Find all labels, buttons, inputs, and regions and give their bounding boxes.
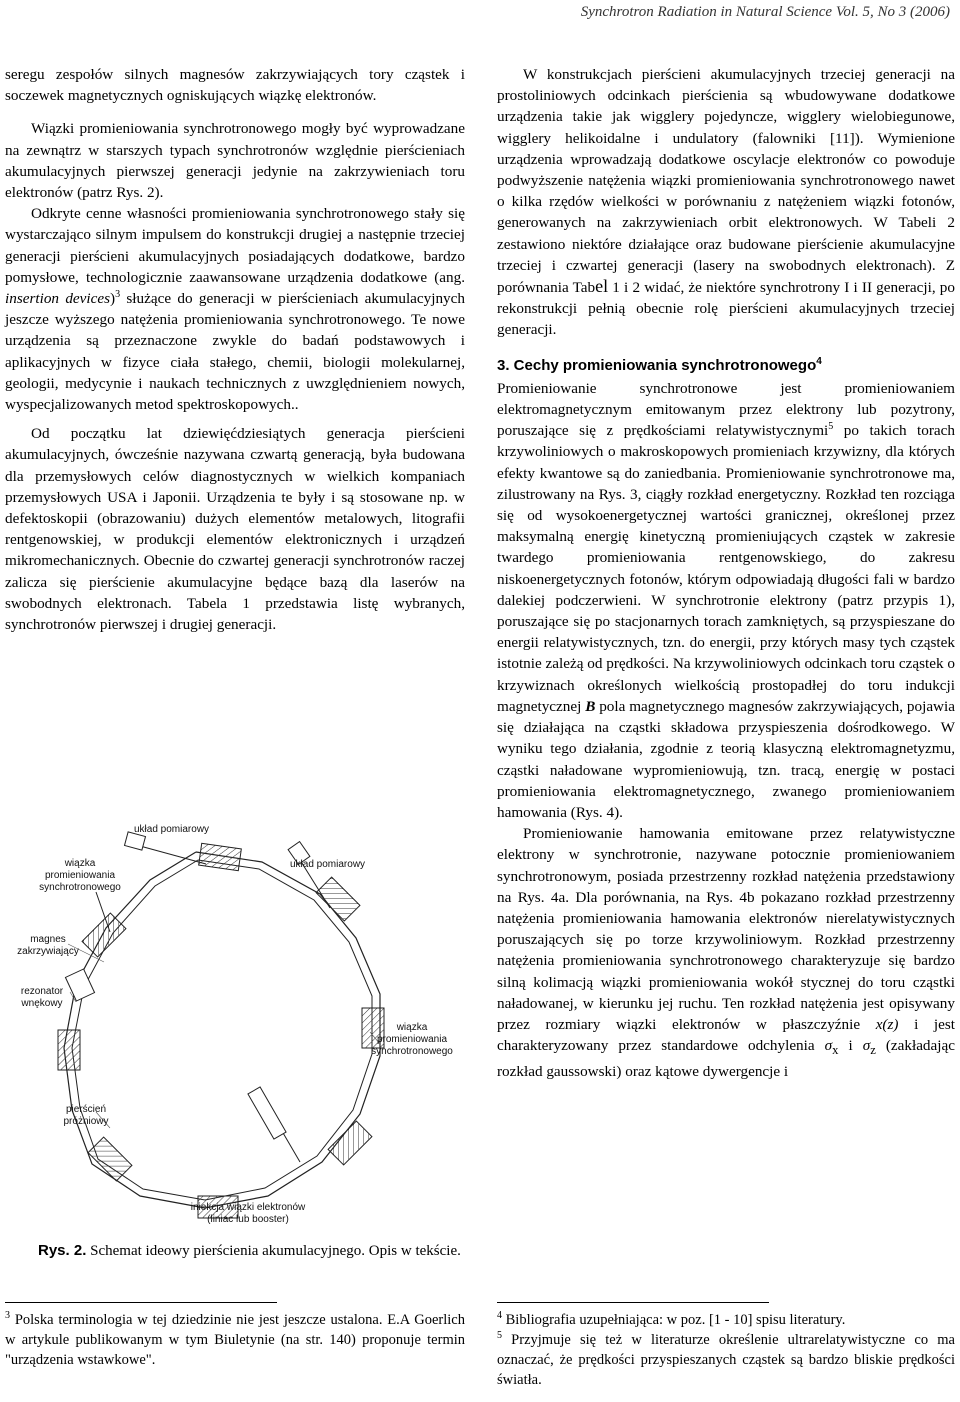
label-vacuum-ring: pierścień próżniowy: [63, 1104, 109, 1127]
paragraph-7: Promieniowanie hamowania emitowane przez relatywistyczne elektrony w synchrotronie, nazywane potocznie promieniowaniem synchrotronowym, posiada przestrzenny rozkład natężenia przedstawiony na Rys. 4a. Dla porównania, na Rys. 4b pokazano rozkład przestrzenny natężenia promieniowania hamowania elektronów nierelatywistycznych poruszających się po torze krzywoliniowym. Rozkład przestrzenny natężenia promieniowania synchrotronowego charakteryzuje się bardzo silną kolimacją wiązki promieniowania wokół stycznej do toru cząstki naładowanej, w kierunku jej ruchu. Ten rozkład natężenia jest opisywany przez rozmiary wiązki elektronów w płaszczyźnie x(z) i jest charakteryzowany przez standardowe odchylenia $\sigma_x$ i $\sigma_z$ (zakładając rozkład gaussowski) oraz kątowe dywergencje i: [497, 825, 955, 1081]
left-column: [5, 64, 465, 635]
cavity-resonator: [65, 969, 94, 1001]
storage-ring-diagram: [0, 812, 480, 1232]
right-column: [497, 64, 955, 1083]
paragraph-3: Odkryte cenne własności promieniowania synchrotronowego stały się wystarczająco silnym impulsem do konstrukcji drugiej a następnie trzeciej generacji pierścieni akumulacyjnych posiadających dodatkowe, bardzo pomysłowe, technologicznie zaawansowane urządzenia dodatkowe (ang. insertion devices)$^3$ służące do generacji w pierścieniach akumulacyjnych jeszcze wyższego natężenia promieniowania synchrotronowego. Te nowe urządzenia są przeznaczone zwykle do badań podstawowych i aplikacyjnych w fizyce ciała stałego, chemii, biologii molekularnej, geologii, medycynie i naukach technicznych z uwzględnieniem nowych, wyspecjalizowanych metod spektroskopowych..: [5, 205, 465, 414]
vacuum-ring-inner: [72, 860, 372, 1200]
italic-term: insertion devices: [5, 290, 111, 308]
journal-header: Synchrotron Radiation in Natural Science Vol. 5, No 3 (2006): [580, 4, 950, 20]
label-magnet: magnes zakrzywiający: [17, 934, 79, 957]
label-injection: iniekcja wiązki elektronów (liniac lub booster): [190, 1202, 306, 1225]
label-measure-right: układ pomiarowy: [290, 859, 366, 870]
paragraph-6: Promieniowanie synchrotronowe jest promieniowaniem elektromagnetycznym emitowanym przez elektrony lub pozytrony, poruszające się z prędkościami relatywistycznymi$^5$ po takich torach krzywoliniowych o makroskopowych promieniach krzywizny, dla których efekty kwantowe są do zaniedbania. Promieniowanie synchrotronowe ma, zilustrowany na Rys. 3, ciągły rozkład energetyczny. Rozkład ten rozciąga się od wysokoenergetycznej wartości granicznej, określonej przez maksymalną energię kinetyczną promieniujących cząstek w zakresie twardego promieniowania rentgenowskiego, do zakresu niskoenergetycznych fotonów, którym odpowiadają długości fali w bardzo dalekiej podczerwieni. W synchrotronie elektrony (patrz przypis 1), poruszające się po stacjonarnych torach zamkniętych, są przyspieszane do energii relatywistycznych, tzn. do energii, przy których masy tych cząstek istotnie zależą od prędkości. Na krzywoliniowych odcinkach toru cząstek o krzywiznach określonych wielkością prostopadłej do toru indukcji magnetycznej B pola magnetycznego magnesów zakrzywiających, pojawia się działająca na cząstki składowa przyspieszenia dośrodkowego. W wyniku tego działania, zgodnie z teorią klasyczną elektromagnetyzmu, cząstki naładowane wypromieniowują, tzn. tracą, energię w postaci promieniowania elektromagnetycznego, zwanego promieniowaniem hamowania (Rys. 4).: [497, 379, 955, 821]
footnote-ref-5: 5: [828, 421, 834, 433]
paragraph-4: Od początku lat dziewięćdziesiątych generacja pierścieni akumulacyjnych, ówcześnie nazywana czwartą generacją, była budowana dla przemysłowych celów diagnostycznych w wielkich kompaniach przemysłowych USA i Japonii. Urządzenia te były i są stosowane np. w defektoskopii (obrazowaniu) dużych elementów metalowych, litografii rentgenowskiej, w produkcji elementów elektronicznych i urządzeń mikromechanicznych. Obecnie do czwartej generacji synchrotronów raczej zalicza się pierścienie akumulacyjne będące bazą dla laserów na swobodnych elektronach. Tabela 1 przedstawia listę wybranych, synchrotronów pierwszej i drugiej generacji.: [5, 425, 465, 634]
label-beam-right: wiązka promieniowania synchrotronowego: [371, 1022, 453, 1057]
footnote-4: $^4$ Bibliografia uzupełniająca: w poz. [1 - 10] spisu literatury.: [497, 1310, 846, 1328]
paragraph-1: seregu zespołów silnych magnesów zakrzywiających tory cząstek i soczewek magnetycznych ogniskujących wiązkę elektronów.: [5, 66, 465, 105]
figure-caption: Rys. 2. Schemat ideowy pierścienia akumulacyjnego. Opis w tekście.: [38, 1242, 461, 1259]
footnote-rule-left: [5, 1302, 277, 1303]
injection-linac: [248, 1087, 286, 1139]
label-resonator: rezonator wnękowy: [20, 986, 64, 1009]
section-heading: 3. Cechy promieniowania synchrotronowego$^4$: [497, 355, 822, 374]
paragraph-2: Wiązki promieniowania synchrotronowego mogły być wyprowadzane na zewnątrz w starszych typach synchrotronów względnie pierścieniach akumulacyjnych pierwszej generacji jedynie na zakrzywieniach toru elektronów (patrz Rys. 2).: [5, 120, 465, 202]
beamline-top: [140, 846, 206, 864]
footnote-rule-right: [497, 1302, 769, 1303]
footnote-3: $^3$ Polska terminologia w tej dziedzinie nie jest jeszcze ustalona. E.A Goerlich w artykule publikowanym w tym Biuletynie (na str. 140) proponuje termin "urządzenia wstawkowe".: [5, 1310, 465, 1368]
footnote-5: $^5$ Przyjmuje się też w literaturze określenie ultrarelatywistyczne co ma oznaczać, że prędkości przyspieszanych cząstek są bardzo bliskie prędkości światła.: [497, 1330, 955, 1388]
label-beam-left: wiązka promieniowania synchrotronowego: [39, 858, 121, 893]
paragraph-5: W konstrukcjach pierścieni akumulacyjnych trzeciej generacji na prostoliniowych odcinkach pierścienia są wbudowywane dodatkowe urządzenia takie jak wigglery pojedyncze, wigglery wielobiegunowe, wigglery helikoidalne i undulatory (falowniki [11]). Wymienione urządzenia wprowadzają dodatkowe oscylacje elektronów co powoduje podwyższenie natężenia wiązki promieniowania synchrotronowego nawet o kilka rzędów wielkości w porównaniu z natężeniem wiązki fotonów, generowanych na zakrzywieniach orbit elektronowych. W Tabeli 2 zestawiono niektóre działające oraz budowane pierścienie akumulacyjne trzeciej i czwartej generacji (lasery na swobodnych elektronach). Z porównania Tabel 1 i 2 widać, że niektóre synchrotrony I i II generacji, po rekonstrukcji pełnią obecnie rolę pierścieni akumulacyjnych trzeciej generacji.: [497, 66, 955, 339]
bending-magnets: [58, 843, 384, 1218]
footnote-ref-3: 3: [115, 288, 121, 300]
label-measure-top: układ pomiarowy: [134, 824, 210, 835]
